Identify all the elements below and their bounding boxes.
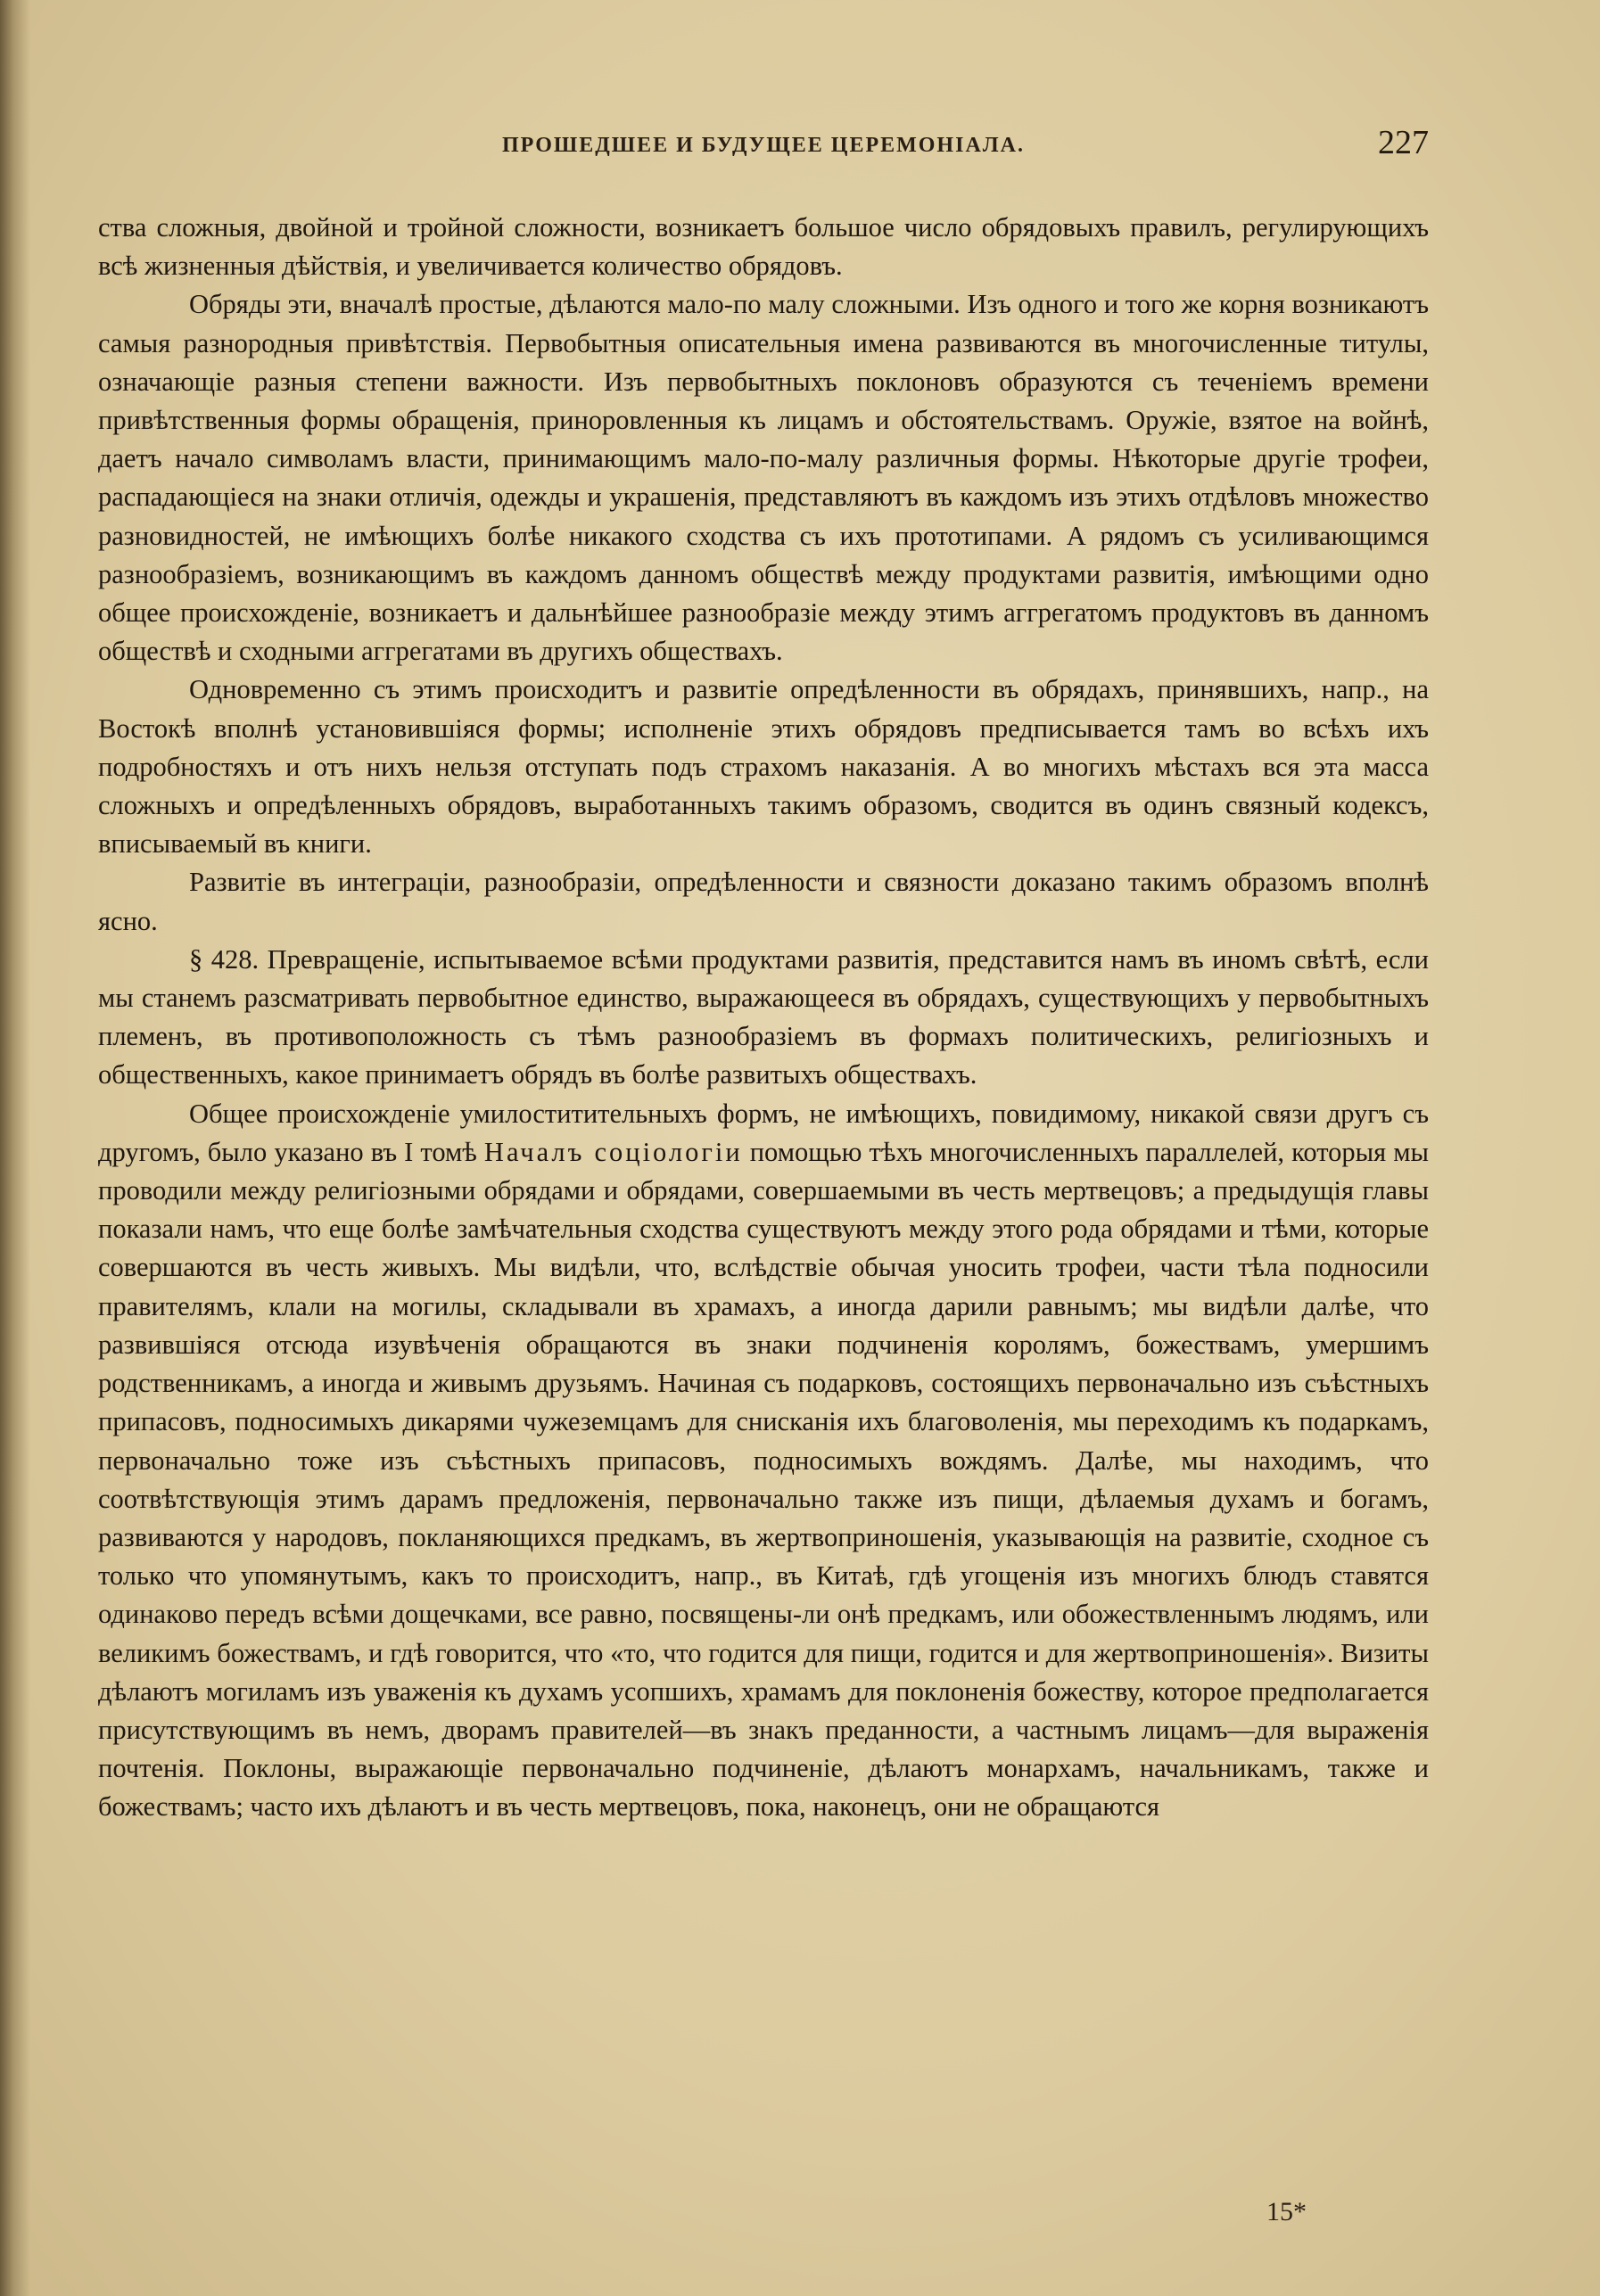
running-title: ПРОШЕДШЕЕ И БУДУЩЕЕ ЦЕРЕМОНІАЛА. — [502, 134, 1025, 157]
signature-mark: 15* — [1266, 2197, 1307, 2226]
paragraph-6 — [98, 1095, 1429, 1827]
book-title-emphasis: Началъ соціологіи — [483, 1136, 743, 1167]
paragraph-4: Развитіе въ интеграціи, разнообразіи, опредѣленности и связности доказано такимъ образомъ вполнѣ ясно. — [98, 867, 1429, 936]
paragraph-6-text-before: Общее происхожденіе умилоститительныхъ формъ, не имѣющихъ, повидимому, никакой связи другъ съ другомъ, было указано въ I томѣ — [98, 1098, 1429, 1167]
page-header — [98, 123, 1429, 177]
page-number: 227 — [1378, 124, 1429, 161]
paragraph-6-text-after: помощью тѣхъ многочисленныхъ параллелей, которыя мы проводили между религіозными обрядами и обрядами, совершаемыми въ честь мертвецовъ; а предыдущія главы показали намъ, что еще болѣе замѣчательныя сходства существуютъ между этого рода обрядами и тѣми, которые совершаются въ честь живыхъ. Мы видѣли, что, вслѣдствіе обычая уносить трофеи, части тѣла подносили правителямъ, клали на могилы, складывали въ храмахъ, а иногда дарили равнымъ; мы видѣли далѣе, что развившіяся отсюда изувѣченія обращаются въ знаки подчиненія королямъ, божествамъ, умершимъ родственникамъ, а иногда и живымъ друзьямъ. Начиная съ подарковъ, состоящихъ первоначально изъ съѣстныхъ припасовъ, подносимыхъ дикарями чужеземцамъ для снисканія ихъ благоволенія, мы переходимъ къ подаркамъ, первоначально тоже изъ съѣстныхъ припасовъ, подносимыхъ вождямъ. Далѣе, мы находимъ, что соотвѣтствующія этимъ дарамъ предложенія, первоначально также изъ пищи, дѣлаемыя духамъ и богамъ, развиваются у народовъ, покланяющихся предкамъ, въ жертвоприношенія, указывающія на развитіе, сходное съ только что упомянутымъ, какъ то происходитъ, напр., въ Китаѣ, гдѣ угощенія изъ многихъ блюдъ ставятся одинаково передъ всѣми дощечками, все равно, посвящены-ли онѣ предкамъ, или обожествленнымъ людямъ, или великимъ божествамъ, и гдѣ говорится, что «то, что годится для пищи, годится и для жертвоприношенія». Визиты дѣлаютъ могиламъ изъ уваженія къ духамъ усопшихъ, храмамъ для поклоненія божеству, которое предполагается присутствующимъ въ немъ, дворамъ правителей—въ знакъ преданности, а частнымъ лицамъ—для выраженія почтенія. Поклоны, выражающіе первоначально подчиненіе, дѣлаютъ монархамъ, начальникамъ, также и божествамъ; часто ихъ дѣлаютъ и въ честь мертвецовъ, пока, наконецъ, они не обращаются — [98, 1136, 1430, 1823]
body-text — [98, 209, 1429, 1827]
paragraph-2: Обряды эти, вначалѣ простые, дѣлаются мало-по малу сложными. Изъ одного и того же корня возникаютъ самыя разнородныя привѣтствія. Первобытныя описательныя имена развиваются въ многочисленные титулы, означающіе разныя степени важности. Изъ первобытныхъ поклоновъ образуются съ теченіемъ времени привѣтственныя формы обращенія, приноровленныя къ лицамъ и обстоятельствамъ. Оружіе, взятое на войнѣ, даетъ начало символамъ власти, принимающимъ мало-по-малу различныя формы. Нѣкоторые другіе трофеи, распадающіеся на знаки отличія, одежды и украшенія, представляютъ въ каждомъ изъ этихъ отдѣловъ множество разновидностей, не имѣющихъ болѣе никакого сходства съ ихъ прототипами. А рядомъ съ усиливающимся разнообразіемъ, возникающимъ въ каждомъ данномъ обществѣ между продуктами развитія, имѣющими одно общее происхожденіе, возникаетъ и дальнѣйшее разнообразіе между этимъ аггрегатомъ продуктовъ въ данномъ обществѣ и сходными аггрегатами въ другихъ обществахъ. — [98, 289, 1429, 667]
paragraph-5: § 428. Превращеніе, испытываемое всѣми продуктами развитія, представится намъ въ иномъ свѣтѣ, если мы станемъ разсматривать первобытное единство, выражающееся въ обрядахъ, существующихъ у первобытныхъ племенъ, въ противоположность съ тѣмъ разнообразіемъ въ формахъ политическихъ, религіозныхъ и общественныхъ, какое принимаетъ обрядъ въ болѣе развитыхъ обществахъ. — [98, 943, 1429, 1090]
paragraph-1: ства сложныя, двойной и тройной сложности, возникаетъ большое число обрядовыхъ правилъ, регулирующихъ всѣ жизненныя дѣйствія, и увеличивается количество обрядовъ. — [98, 212, 1429, 282]
paragraph-3: Одновременно съ этимъ происходитъ и развитіе опредѣленности въ обрядахъ, принявшихъ, напр., на Востокѣ вполнѣ установившіяся формы; исполненіе этихъ обрядовъ предписывается тамъ во всѣхъ ихъ подробностяхъ и отъ нихъ нельзя отступать подъ страхомъ наказанія. А во многихъ мѣстахъ вся эта масса сложныхъ и опредѣленныхъ обрядовъ, выработанныхъ такимъ образомъ, сводится въ одинъ связный кодексъ, вписываемый въ книги. — [98, 674, 1429, 860]
